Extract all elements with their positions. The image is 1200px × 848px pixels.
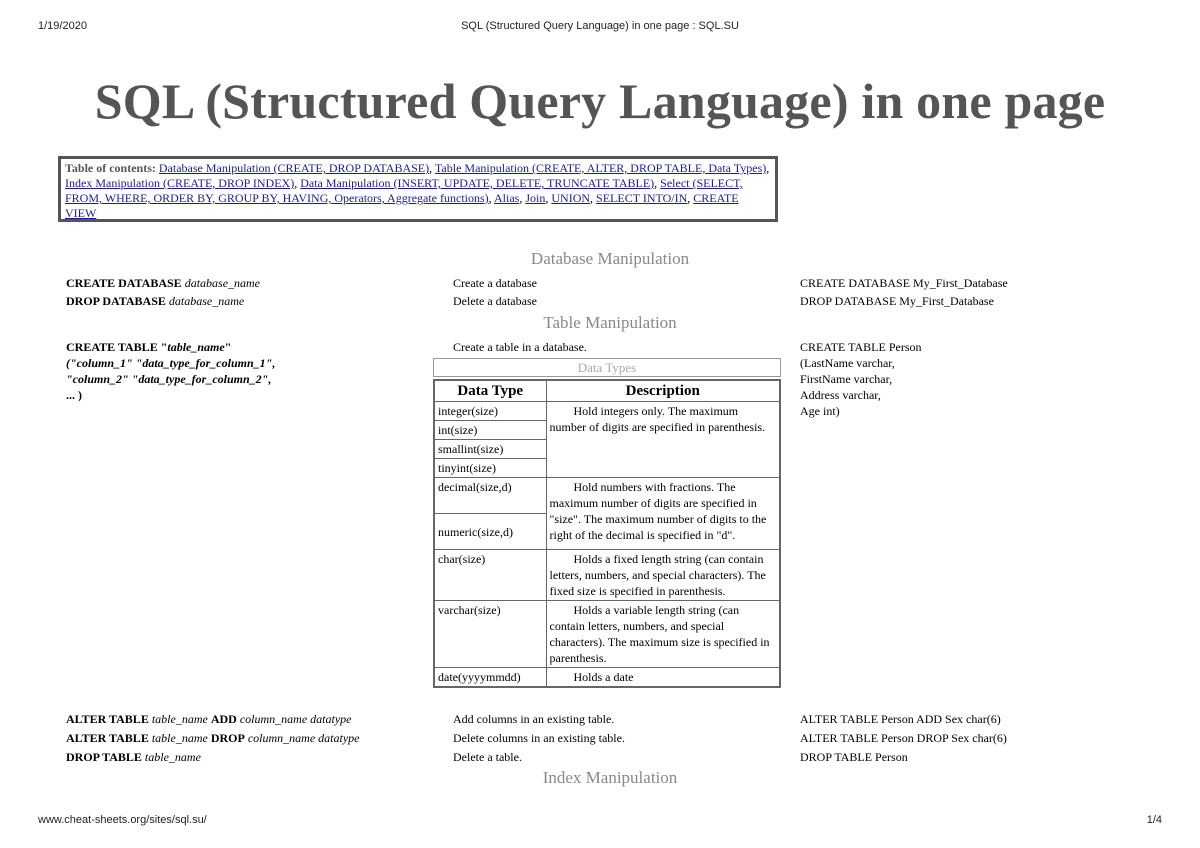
col-header-description: Description [546,380,780,402]
db-drop-syntax: DROP DATABASE database_name [66,294,245,308]
col-header-data-type: Data Type [434,380,546,402]
data-type-cell: smallint(size) [434,440,546,459]
page-title: SQL (Structured Query Language) in one page [94,73,1106,129]
db-create-desc: Create a database [453,276,537,290]
toc-label: Table of contents: [65,161,156,175]
alter-add-desc: Add columns in an existing table. [453,712,615,726]
data-types-table [433,358,781,688]
section-heading-table: Table Manipulation [543,313,677,332]
drop-table-desc: Delete a table. [453,750,522,764]
alter-drop-desc: Delete columns in an existing table. [453,731,625,745]
toc-link-union[interactable]: UNION [551,191,591,205]
toc-link-index-manipulation[interactable]: Index Manipulation (CREATE, DROP INDEX) [65,176,295,190]
print-page-number: 1/4 [1146,814,1162,826]
print-header-title: SQL (Structured Query Language) in one page : SQL.SU [461,20,739,32]
db-create-example: CREATE DATABASE My_First_Database [800,276,1008,290]
toc-link-table-manipulation[interactable]: Table Manipulation (CREATE, ALTER, DROP TABLE, Data Types) [434,161,767,175]
create-table-example: CREATE TABLE Person (LastName varchar, FirstName varchar, Address varchar, Age int) [800,340,922,418]
print-footer-url: www.cheat-sheets.org/sites/sql.su/ [38,814,207,826]
data-type-description: Holds a variable length string (can contain letters, numbers, and special characters). The maximum size is specified in parenthesis. [546,601,780,668]
data-type-cell: int(size) [434,421,546,440]
alter-drop-example: ALTER TABLE Person DROP Sex char(6) [800,731,1007,745]
create-table-desc: Create a table in a database. [453,340,587,354]
toc-link-alias[interactable]: Alias [494,191,520,205]
data-type-description: Holds a fixed length string (can contain letters, numbers, and special characters). The fixed size is specified in parenthesis. [546,550,780,601]
toc-link-data-manipulation[interactable]: Data Manipulation (INSERT, UPDATE, DELETE, TRUNCATE TABLE) [300,176,655,190]
toc-link-database-manipulation[interactable]: Database Manipulation (CREATE, DROP DATABASE) [158,161,430,175]
data-types-caption: Data Types [433,358,781,377]
print-date: 1/19/2020 [38,20,87,32]
alter-drop-syntax: ALTER TABLE table_name DROP column_name datatype [66,731,360,745]
db-create-syntax: CREATE DATABASE database_name [66,276,261,290]
section-heading-index: Index Manipulation [542,768,678,787]
data-type-cell: numeric(size,d) [434,514,546,550]
toc-link-select-into[interactable]: SELECT INTO/IN [596,191,688,205]
create-table-syntax: CREATE TABLE "table_name" ("column_1" "data_type_for_column_1", "column_2" "data_type_for_column_2", ... ) [66,340,276,402]
data-type-cell: decimal(size,d) [434,478,546,514]
toc-link-select[interactable]: Select (SELECT, FROM, WHERE, ORDER BY, GROUP BY, HAVING, Operators, Aggregate functions) [65,176,743,205]
db-drop-desc: Delete a database [453,294,537,308]
alter-add-example: ALTER TABLE Person ADD Sex char(6) [800,712,1001,726]
section-heading-database: Database Manipulation [530,249,690,268]
table-of-contents: Table of contents: Database Manipulation (CREATE, DROP DATABASE), Table Manipulation (CREATE, ALTER, DROP TABLE, Data Types), Index Manipulation (CREATE, DROP INDEX), Data Manipulation (INSERT, UPDATE, DELETE, TRUNCATE TABLE), Select (SELECT, FROM, WHERE, ORDER BY, GROUP BY, HAVING, Operators, Aggregate functions), Alias, Join, UNION, SELECT INTO/IN, CREATE VIEW [58,156,778,222]
drop-table-syntax: DROP TABLE table_name [66,750,201,764]
data-type-description: Holds a date [546,668,780,688]
db-drop-example: DROP DATABASE My_First_Database [800,294,994,308]
data-type-description: Hold integers only. The maximum number of digits are specified in parenthesis. [546,402,780,478]
alter-add-syntax: ALTER TABLE table_name ADD column_name datatype [66,712,352,726]
data-type-cell: char(size) [434,550,546,601]
data-type-description: Hold numbers with fractions. The maximum number of digits are specified in "size". The maximum number of digits to the right of the decimal is specified in "d". [546,478,780,550]
toc-link-join[interactable]: Join [525,191,546,205]
data-type-cell: date(yyyymmdd) [434,668,546,688]
toc-link-create-view[interactable]: CREATE VIEW [65,191,739,220]
drop-table-example: DROP TABLE Person [800,750,908,764]
data-type-cell: tinyint(size) [434,459,546,478]
data-type-cell: integer(size) [434,402,546,421]
data-type-cell: varchar(size) [434,601,546,668]
